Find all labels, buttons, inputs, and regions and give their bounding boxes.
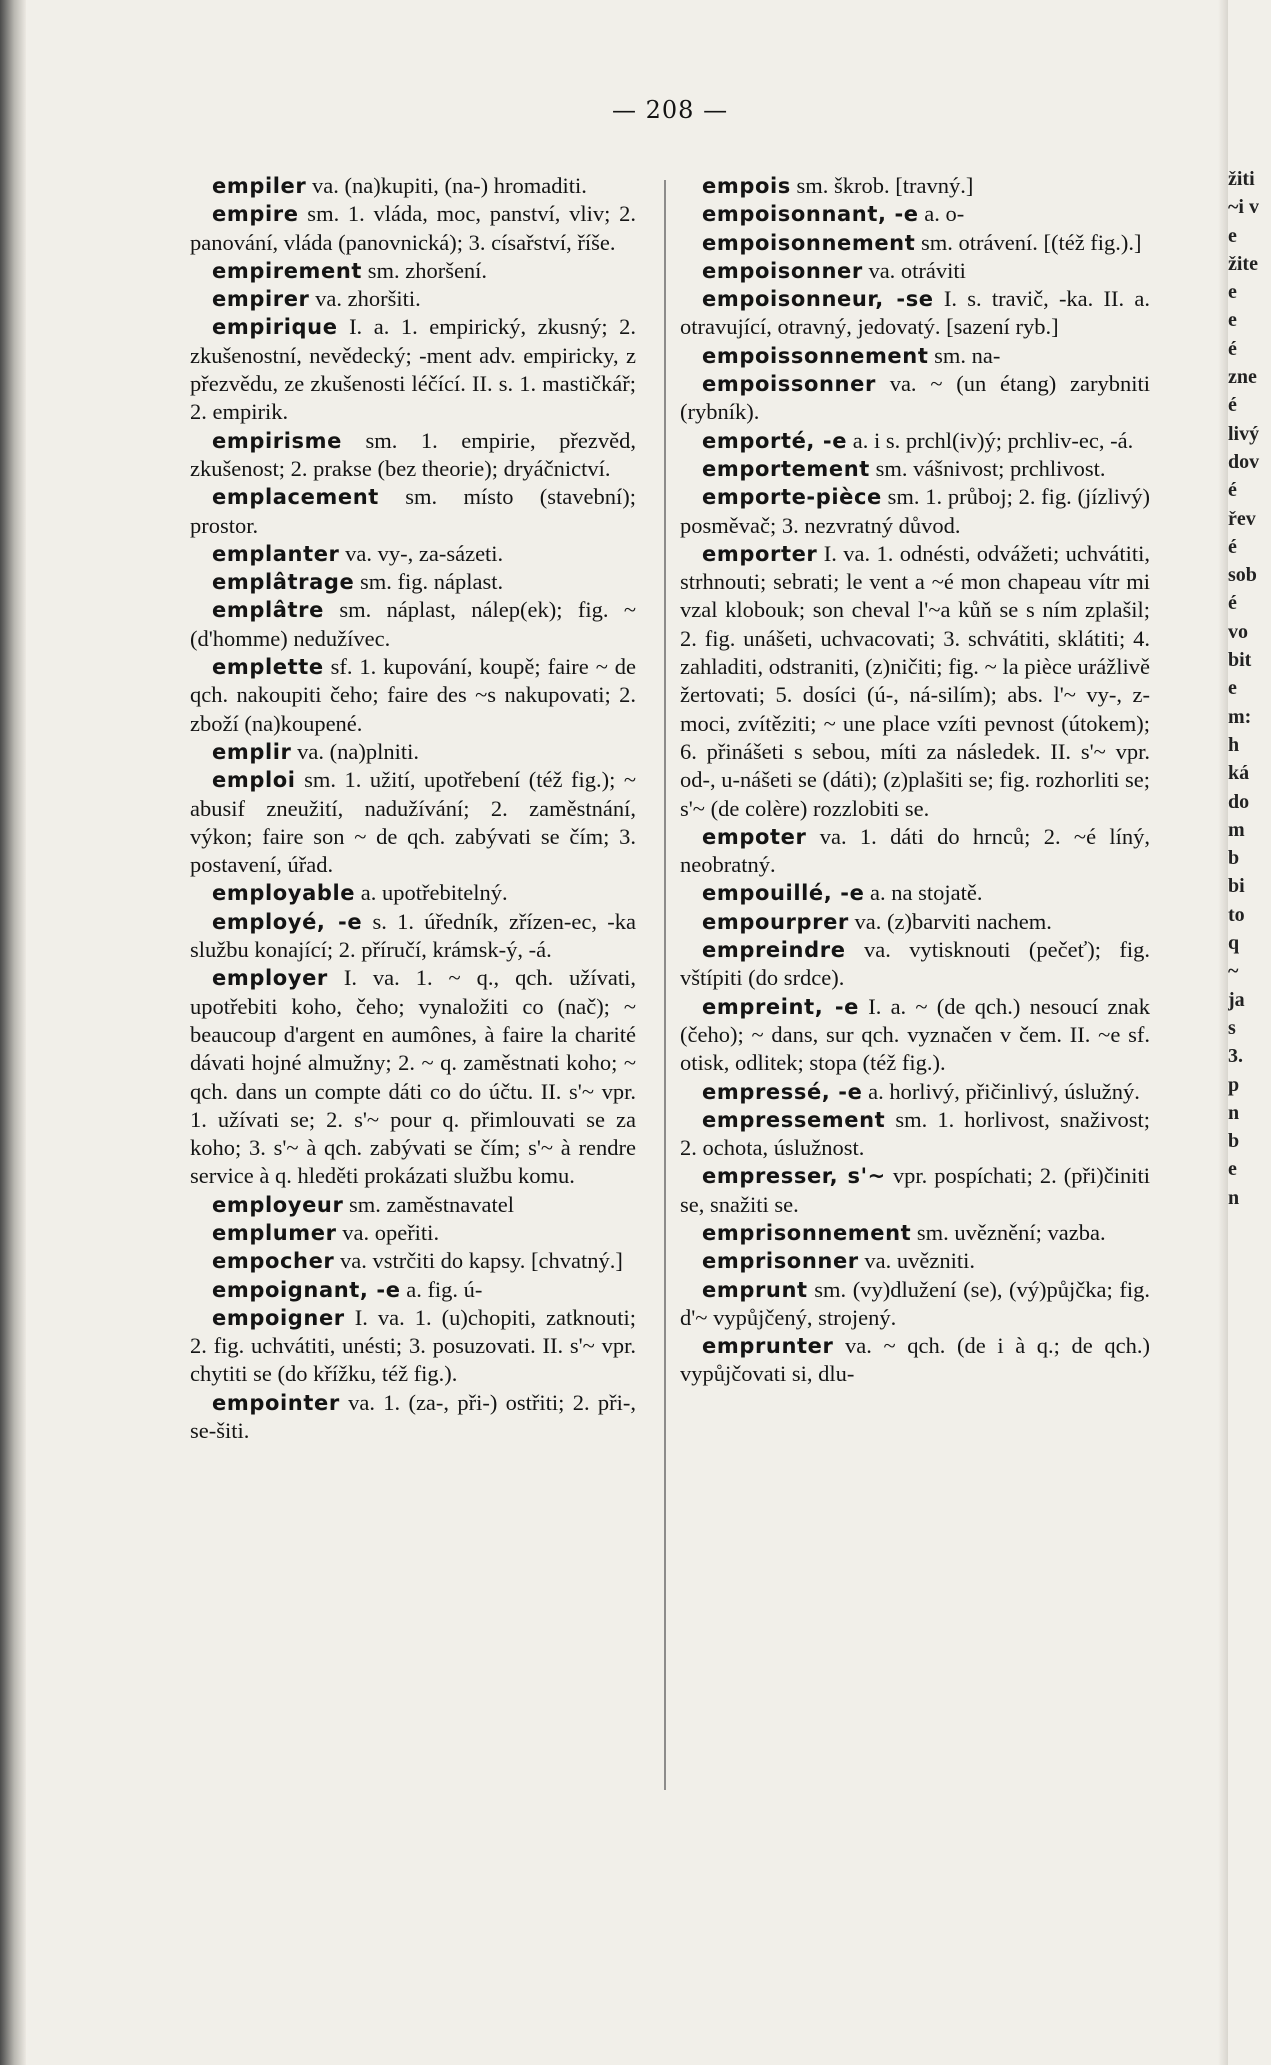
adjacent-page-line: ja [1228, 988, 1245, 1011]
entry-headword: empire [212, 202, 299, 227]
adjacent-page-line: zne [1228, 366, 1257, 389]
adjacent-page-line: 3. [1228, 1045, 1243, 1068]
entry-definition: sm. otrávení. [(též fig.).] [915, 229, 1142, 255]
entry-headword: emprisonner [702, 1249, 859, 1274]
page-number: — 208 — [612, 96, 729, 124]
entry-headword: empoisonneur, -se [702, 287, 934, 312]
dictionary-entry [190, 738, 636, 766]
adjacent-page-line: b [1228, 847, 1240, 870]
adjacent-page-line: b [1228, 1130, 1240, 1153]
entry-definition: a. o- [918, 201, 965, 227]
entry-headword: employé, -e [212, 909, 363, 934]
entry-headword: emporte-pièce [702, 485, 882, 510]
adjacent-page-line: m: [1228, 705, 1252, 728]
adjacent-page-line: e [1228, 1158, 1237, 1181]
dictionary-entry [680, 936, 1150, 993]
entry-definition: va. vy-, za-sázeti. [339, 540, 504, 566]
entry-definition: a. upotřebitelný. [355, 880, 508, 906]
dictionary-entry [680, 455, 1150, 483]
entry-headword: empoisonnement [702, 230, 916, 255]
entry-headword: emplumer [212, 1220, 337, 1245]
entry-headword: emplir [212, 739, 292, 764]
dictionary-entry [190, 879, 636, 907]
dictionary-entry [190, 653, 636, 738]
entry-headword: emportement [702, 456, 870, 481]
dictionary-entry [190, 1389, 636, 1446]
dictionary-entry [680, 1162, 1150, 1219]
entry-definition: sm. místo (stavební); prostor. [190, 484, 636, 538]
dictionary-entry [680, 879, 1150, 907]
dictionary-entry [680, 540, 1150, 823]
entry-definition: va. vytisknouti (pečeť); fig. vštípiti (do srdce). [680, 937, 1150, 991]
adjacent-page-line: é [1228, 592, 1237, 615]
entry-headword: empouillé, -e [702, 881, 865, 906]
entry-definition: sm. uvěznění; vazba. [911, 1219, 1106, 1245]
dictionary-entry [680, 370, 1150, 427]
adjacent-page-line: é [1228, 479, 1237, 502]
dictionary-entry [680, 1247, 1150, 1275]
column-divider [664, 180, 666, 1790]
entry-headword: emplette [212, 655, 324, 680]
entry-headword: empointer [212, 1390, 340, 1415]
dictionary-entry [680, 823, 1150, 880]
entry-definition: sm. (vy)dlužení (se), (vý)půjčka; fig. d'~ vypůjčený, strojený. [680, 1276, 1150, 1330]
dictionary-entry [190, 596, 636, 653]
entry-definition: va. ~ (un étang) zarybniti (rybník). [680, 371, 1150, 425]
adjacent-page-line: m [1228, 818, 1245, 841]
dictionary-entry [680, 285, 1150, 342]
entry-definition: sm. vášnivost; prchlivost. [869, 455, 1106, 481]
entry-headword: employeur [212, 1192, 344, 1217]
adjacent-page-line: n [1228, 1186, 1240, 1209]
dictionary-entry [680, 1078, 1150, 1106]
adjacent-page-line: e [1228, 224, 1237, 247]
adjacent-page-line: e [1228, 281, 1237, 304]
dictionary-entry [190, 313, 636, 426]
entry-definition: a. i s. prchl(iv)ý; prchliv-ec, -á. [847, 427, 1134, 453]
entry-definition: sm. zaměstnavatel [343, 1191, 514, 1217]
entry-headword: empoigner [212, 1305, 345, 1330]
adjacent-page-line: řev [1228, 507, 1256, 530]
dictionary-entry [190, 285, 636, 313]
entry-definition: I. a. 1. empirický, zkusný; 2. zkušenostní, nevědecký; -ment adv. empiricky, z přezvědu, ze zkušenosti léčící. II. s. 1. mastičkář; 2. empirik. [190, 314, 636, 425]
entry-definition: va. opeřiti. [336, 1219, 440, 1245]
adjacent-page-line: n [1228, 1101, 1240, 1124]
adjacent-page-line: to [1228, 903, 1245, 926]
dictionary-entry [190, 427, 636, 484]
entry-definition: a. fig. ú- [400, 1276, 483, 1302]
dictionary-entry [680, 1106, 1150, 1163]
entry-definition: sm. zhoršení. [362, 257, 488, 283]
entry-definition: a. horlivý, přičinlivý, úslužný. [862, 1078, 1140, 1104]
dictionary-entry [190, 1304, 636, 1389]
entry-headword: emplâtrage [212, 570, 355, 595]
entry-headword: empresser, s'~ [702, 1164, 886, 1189]
entry-headword: empois [702, 174, 791, 198]
adjacent-page-line: é [1228, 394, 1237, 417]
entry-definition: va. (z)barviti nachem. [848, 908, 1052, 934]
entry-headword: emplanter [212, 541, 340, 566]
entry-headword: employer [212, 966, 328, 991]
entry-definition: va. 1. dáti do hrnců; 2. ~é líný, neobratný. [680, 823, 1150, 878]
entry-definition: a. na stojatě. [864, 880, 983, 906]
dictionary-entry [680, 1276, 1150, 1333]
entry-definition: I. va. 1. (u)chopiti, zatknouti; 2. fig. uchvátiti, unésti; 3. posuzovati. II. s'~ vpr. chytiti se (do křížku, též fig.). [190, 1304, 636, 1387]
entry-headword: empreint, -e [702, 994, 859, 1019]
adjacent-page-line: p [1228, 1073, 1240, 1096]
dictionary-entry [680, 1219, 1150, 1247]
entry-headword: empoissonnement [702, 343, 929, 368]
entry-headword: emplacement [212, 485, 379, 510]
dictionary-entry [680, 1332, 1150, 1389]
dictionary-entry [190, 172, 636, 200]
entry-headword: empourprer [702, 909, 849, 934]
dictionary-entry [190, 1247, 636, 1275]
dictionary-entry [190, 200, 636, 257]
page-edge-shadow [1218, 0, 1228, 2065]
dictionary-entry [190, 483, 636, 540]
dictionary-entry [680, 483, 1150, 540]
adjacent-page-line: sob [1228, 564, 1257, 587]
entry-definition: I. s. travič, -ka. II. a. otravující, otravný, jedovatý. [sazení ryb.] [680, 286, 1150, 340]
adjacent-page-line: ~ [1228, 960, 1239, 983]
adjacent-page-line: q [1228, 932, 1240, 955]
entry-headword: empiler [212, 174, 307, 198]
entry-headword: emprunt [702, 1277, 808, 1302]
entry-headword: empressé, -e [702, 1079, 863, 1104]
entry-definition: vpr. pospíchati; 2. (při)činiti se, snažiti se. [680, 1163, 1150, 1217]
book-binding-shadow [0, 0, 26, 2065]
entry-headword: emploi [212, 768, 296, 793]
dictionary-entry [190, 1191, 636, 1219]
entry-headword: emporter [702, 541, 818, 566]
dictionary-entry [190, 908, 636, 965]
entry-definition: sm. 1. empirie, přezvěd, zkušenost; 2. prakse (bez theorie); dryáčnictví. [190, 427, 636, 481]
dictionary-entry [190, 1219, 636, 1247]
dictionary-entry [190, 964, 636, 1190]
dictionary-entry [680, 200, 1150, 228]
entry-definition: I. a. ~ (de qch.) nesoucí znak (čeho); ~ dans, sur qch. vyznačen v čem. II. ~e sf. otisk, odlitek; stopa (též fig.). [680, 993, 1150, 1076]
entry-definition: va. (na)plniti. [291, 738, 419, 764]
adjacent-page-line: e [1228, 677, 1237, 700]
entry-headword: empirement [212, 258, 363, 283]
entry-definition: va. otráviti [862, 257, 966, 283]
adjacent-page-line: bi [1228, 875, 1245, 898]
adjacent-page-line: bit [1228, 649, 1252, 672]
entry-headword: emprunter [702, 1334, 834, 1359]
adjacent-page-line: e [1228, 309, 1237, 332]
entry-definition: sm. 1. vláda, moc, panství, vliv; 2. panování, vláda (panovnická); 3. císařství, říše. [190, 201, 636, 255]
entry-headword: empirisme [212, 428, 342, 453]
adjacent-page-line: žite [1228, 252, 1258, 275]
adjacent-page-line: é [1228, 337, 1237, 360]
entry-definition: va. vstrčiti do kapsy. [chvatný.] [334, 1248, 623, 1274]
adjacent-page-line: vo [1228, 620, 1248, 643]
entry-headword: empressement [702, 1107, 886, 1132]
entry-headword: empirique [212, 315, 338, 340]
entry-definition: sm. 1. horlivost, snaživost; 2. ochota, úslužnost. [680, 1106, 1150, 1161]
dictionary-entry [190, 540, 636, 568]
entry-definition: sm. 1. průboj; 2. fig. (jízlivý) posměvač; 3. nezvratný důvod. [680, 484, 1150, 538]
entry-headword: emporté, -e [702, 428, 848, 453]
entry-definition: va. zhoršiti. [309, 286, 421, 312]
entry-definition: sm. škrob. [travný.] [790, 173, 974, 198]
dictionary-entry [190, 1276, 636, 1304]
dictionary-entry [190, 568, 636, 596]
right-column [680, 172, 1150, 1389]
dictionary-entry [680, 172, 1150, 200]
entry-definition: sm. náplast, nálep(ek); fig. ~ (d'homme) nedužívec. [190, 597, 636, 651]
entry-headword: empirer [212, 287, 310, 312]
dictionary-entry [680, 993, 1150, 1078]
entry-headword: empreindre [702, 938, 846, 963]
entry-headword: employable [212, 881, 356, 906]
adjacent-page-line: do [1228, 790, 1250, 813]
entry-headword: emprisonnement [702, 1220, 912, 1245]
adjacent-page-line: dov [1228, 450, 1260, 473]
dictionary-entry [680, 908, 1150, 936]
entry-definition: va. 1. (za-, při-) ostřiti; 2. při-, se-šiti. [190, 1389, 636, 1444]
entry-headword: empoter [702, 824, 807, 849]
adjacent-page-line: livý [1228, 422, 1260, 445]
adjacent-page-line: s [1228, 1016, 1236, 1039]
entry-definition: va. (na)kupiti, (na-) hromaditi. [306, 173, 587, 198]
entry-definition: sm. na- [928, 342, 1001, 368]
dictionary-entry [680, 342, 1150, 370]
entry-definition: I. va. 1. ~ q., qch. užívati, upotřebiti koho, čeho; vynaložiti co (nač); ~ beaucoup d'argent en aumônes, à faire la charité dávati hojné almužny; 2. ~ q. zaměstnati koho; ~ qch. dans un compte dáti co do účtu. II. s'~ vpr. 1. užívati se; 2. s'~ pour q. přimlouvati se za koho; 3. s'~ à qch. zabývati se čím; s'~ à rendre service à q. hleděti prokázati službu komu. [190, 965, 636, 1189]
adjacent-page-line: ~i v [1228, 196, 1259, 219]
entry-definition: s. 1. úředník, zřízen-ec, -ka službu konající; 2. příručí, krámsk-ý, -á. [190, 908, 636, 963]
dictionary-entry [680, 257, 1150, 285]
entry-definition: va. uvězniti. [858, 1248, 975, 1274]
entry-definition: I. va. 1. odnésti, odvážeti; uchvátiti, strhnouti; sebrati; le vent a ~é mon chapeau vítr mi vzal klobouk; son cheval l'~a kůň se s ním zplašil; 2. fig. unášeti, uchvacovati; 3. schvátiti, sklátiti; 4. zahladiti, odstraniti, (z)ničiti; fig. ~ la pièce urážlivě žertovati; 5. dosíci (ú-, ná-silím); abs. l'~ vy-, z-moci, zvítěziti; ~ une place vzíti pevnost (útokem); 6. přinášeti s sebou, míti za následek. II. s'~ vpr. od-, u-nášeti se (dáti); (z)plašiti se; fig. rozhorliti se; s'~ (de colère) rozzlobiti se. [680, 540, 1150, 821]
entry-definition: sm. fig. náplast. [354, 569, 504, 595]
adjacent-page-line: é [1228, 535, 1237, 558]
entry-headword: empoisonner [702, 258, 863, 283]
entry-headword: empoisonnant, -e [702, 202, 919, 227]
entry-headword: empocher [212, 1249, 335, 1274]
adjacent-page-line: ká [1228, 762, 1250, 785]
entry-headword: empoignant, -e [212, 1277, 401, 1302]
adjacent-page-line: žiti [1228, 168, 1255, 190]
dictionary-entry [680, 427, 1150, 455]
dictionary-entry [190, 257, 636, 285]
entry-definition: sm. 1. užití, upotřebení (též fig.); ~ abusif zneužití, nadužívání; 2. zaměstnání, výkon; faire son ~ de qch. zabývati se čím; 3. postavení, úřad. [190, 767, 636, 878]
adjacent-page-line: h [1228, 733, 1240, 756]
left-column [190, 172, 636, 1445]
adjacent-page-fragment [1228, 165, 1271, 1425]
dictionary-entry [680, 229, 1150, 257]
entry-definition: sf. 1. kupování, koupě; faire ~ de qch. nakoupiti čeho; faire des ~s nakupovati; 2. zboží (na)koupené. [190, 654, 636, 736]
entry-headword: empoissonner [702, 372, 876, 397]
entry-definition: va. ~ qch. (de i à q.; de qch.) vypůjčovati si, dlu- [680, 1333, 1150, 1387]
dictionary-entry [190, 766, 636, 879]
entry-headword: emplâtre [212, 598, 324, 623]
